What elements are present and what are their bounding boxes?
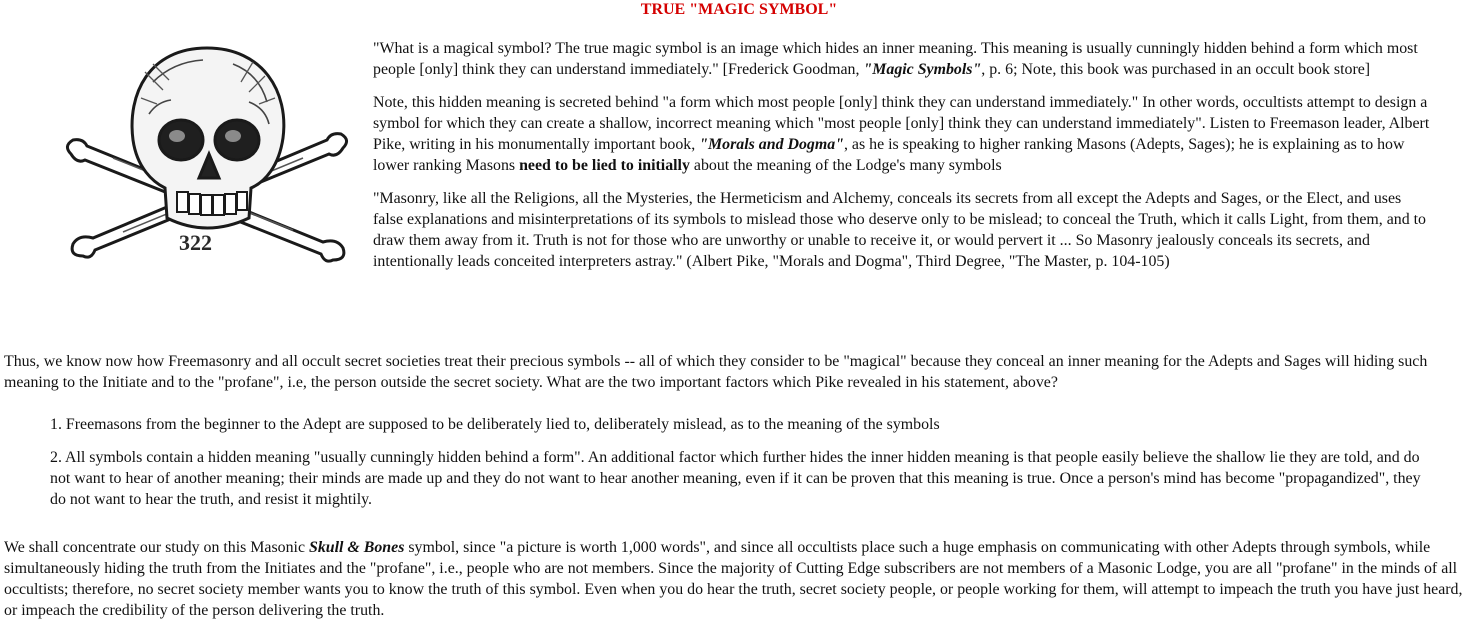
conclusion-paragraph: We shall concentrate our study on this Masonic Skull & Bones symbol, since "a picture is worth 1,000 words", and since all occultists place such a huge emphasis on communicating with other Adepts through symbols, while simultaneously hiding the truth from the Initiates and the "profane", i.e., people who are not members. Since the majority of Cutting Edge subscribers are not members of a Masonic Lodge, you are all "profane" in the minds of all occultists; therefore, no secret society member wants you to know the truth of this symbol. Even when you do hear the truth, secret society people, or people working for them, will attempt to impeach the truth you have just heard, or impeach the credibility of the person delivering the truth.: [4, 539, 1463, 619]
thus-paragraph: Thus, we know now how Freemasonry and all occult secret societies treat their precious symbols -- all of which they consider to be "magical" because they conceal an inner meaning for the Adepts and Sages will hiding such meaning to the Initiate and to the "profane", i.e, the person outside the secret society. What are the two important factors which Pike revealed in his statement, above?: [4, 353, 1428, 391]
page-title: TRUE "MAGIC SYMBOL": [640, 1, 838, 18]
emphasis-lied-to: need to be lied to initially: [519, 157, 690, 174]
skull: [132, 48, 284, 228]
pike-quote: "Masonry, like all the Religions, all the Mysteries, the Hermeticism and Alchemy, conceals its secrets from all except the Adepts and Sages, or the Elect, and uses false explanations and misinterpretations of its symbols to mislead those who deserve only to be mislead; to conceal the Truth, which it calls Light, from them, and to draw them away from it. Truth is not for those who are unworthy or unable to receive it, or would pervert it ... So Masonry jealously conceals its secrets, and intentionally leads conceited interpreters astray." (Albert Pike, "Morals and Dogma", Third Degree, "The Master, p. 104-105): [373, 190, 1427, 270]
emphasis-skull-and-bones: Skull & Bones: [309, 539, 405, 556]
list-item: 1. Freemasons from the beginner to the Adept are supposed to be deliberately lied to, deliberately mislead, as to the meaning of the symbols: [50, 416, 940, 433]
figure-number-label: 322: [179, 230, 212, 255]
book-title-morals-and-dogma: "Morals and Dogma": [699, 136, 844, 153]
book-title-magic-symbols: "Magic Symbols": [863, 61, 982, 78]
goodman-quote: "What is a magical symbol? The true magic symbol is an image which hides an inner meaning. This meaning is usually cunningly hidden behind a form which most people [only] think they can understand immediately." [Frederick Goodman, "Magic Symbols", p. 6; Note, this book was purchased in an occult book store]: [373, 40, 1418, 78]
skull-and-crossbones-icon: [53, 42, 361, 264]
hidden-meaning-paragraph: Note, this hidden meaning is secreted behind "a form which most people [only] think they can understand immediately." In other words, occultists attempt to design a symbol for which they can create a shallow, incorrect meaning which "most people [only] think they can understand immediately". Listen to Freemason leader, Albert Pike, writing in his monumentally important book, "Morals and Dogma", as he is speaking to higher ranking Masons (Adepts, Sages); he is explaining as to how lower ranking Masons need to be lied to initially about the meaning of the Lodge's many symbols: [373, 94, 1430, 174]
factors-list: [50, 414, 1435, 522]
list-item: 2. All symbols contain a hidden meaning "usually cunningly hidden behind a form". An additional factor which further hides the inner hidden meaning is that people easily believe the shallow lie they are told, and do not want to hear of another meaning; their minds are made up and they do not want to hear another meaning, even if it can be proven that this meaning is true. Once a person's mind has become "propagandized", they do not want to hear the truth, and resist it mightily.: [50, 449, 1421, 508]
intro-section: [50, 38, 1435, 284]
